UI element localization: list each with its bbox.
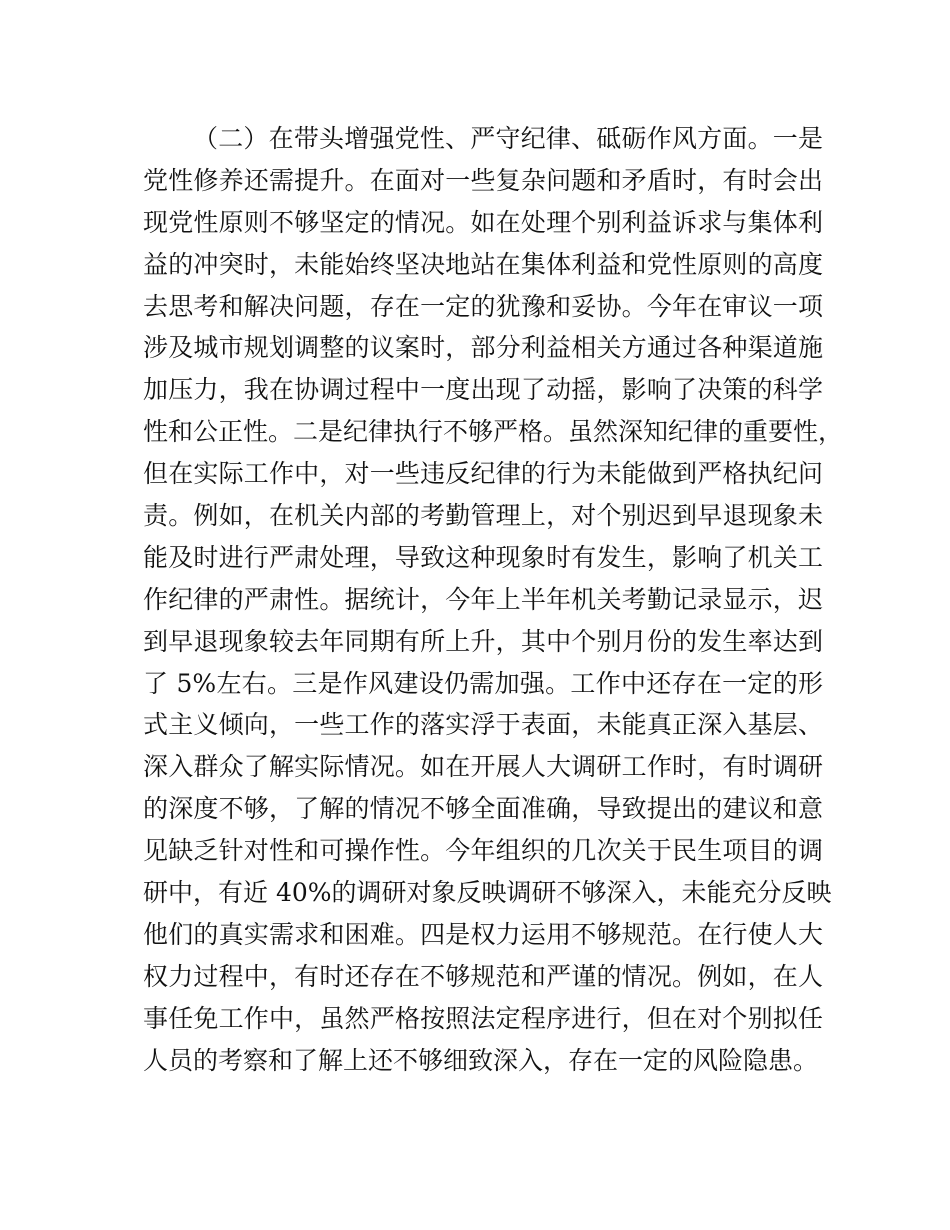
- paragraph-line: 了 5%左右。三是作风建设仍需加强。工作中还存在一定的形: [143, 668, 823, 698]
- paragraph-line: 涉及城市规划调整的议案时，部分利益相关方通过各种渠道施: [143, 333, 823, 363]
- paragraph-line: 权力过程中，有时还存在不够规范和严谨的情况。例如，在人: [143, 961, 823, 991]
- paragraph-line: 作纪律的严肃性。据统计，今年上半年机关考勤记录显示，迟: [143, 584, 823, 614]
- paragraph-line: 人员的考察和了解上还不够细致深入，存在一定的风险隐患。: [143, 1045, 819, 1075]
- paragraph-line: （二）在带头增强党性、严守纪律、砥砺作风方面。一是: [193, 124, 823, 153]
- paragraph-line: 研中，有近 40%的调研对象反映调研不够深入，未能充分反映: [143, 878, 832, 908]
- paragraph-line: 事任免工作中，虽然严格按照法定程序进行，但在对个别拟任: [143, 1003, 823, 1033]
- paragraph-line: 深入群众了解实际情况。如在开展人大调研工作时，有时调研: [143, 752, 823, 782]
- paragraph-line: 的深度不够，了解的情况不够全面准确，导致提出的建议和意: [143, 794, 823, 824]
- body-paragraph: [143, 118, 844, 1081]
- paragraph-line: 到早退现象较去年同期有所上升，其中个别月份的发生率达到: [143, 626, 823, 656]
- paragraph-line: 益的冲突时，未能始终坚决地站在集体利益和党性原则的高度: [143, 249, 823, 279]
- paragraph-line: 现党性原则不够坚定的情况。如在处理个别利益诉求与集体利: [143, 207, 823, 237]
- paragraph-line: 能及时进行严肃处理，导致这种现象时有发生，影响了机关工: [143, 542, 823, 572]
- paragraph-line: 但在实际工作中，对一些违反纪律的行为未能做到严格执纪问: [143, 459, 823, 489]
- paragraph-line: 加压力，我在协调过程中一度出现了动摇，影响了决策的科学: [143, 375, 823, 405]
- paragraph-line: 式主义倾向，一些工作的落实浮于表面，未能真正深入基层、: [143, 710, 823, 740]
- paragraph-line: 去思考和解决问题，存在一定的犹豫和妥协。今年在审议一项: [143, 291, 823, 321]
- paragraph-line: 见缺乏针对性和可操作性。今年组织的几次关于民生项目的调: [143, 836, 823, 866]
- paragraph-line: 他们的真实需求和困难。四是权力运用不够规范。在行使人大: [143, 919, 823, 949]
- paragraph-line: 党性修养还需提升。在面对一些复杂问题和矛盾时，有时会出: [143, 165, 823, 195]
- paragraph-line: 责。例如，在机关内部的考勤管理上，对个别迟到早退现象未: [143, 501, 823, 531]
- paragraph-line: 性和公正性。二是纪律执行不够严格。虽然深知纪律的重要性，: [143, 417, 844, 447]
